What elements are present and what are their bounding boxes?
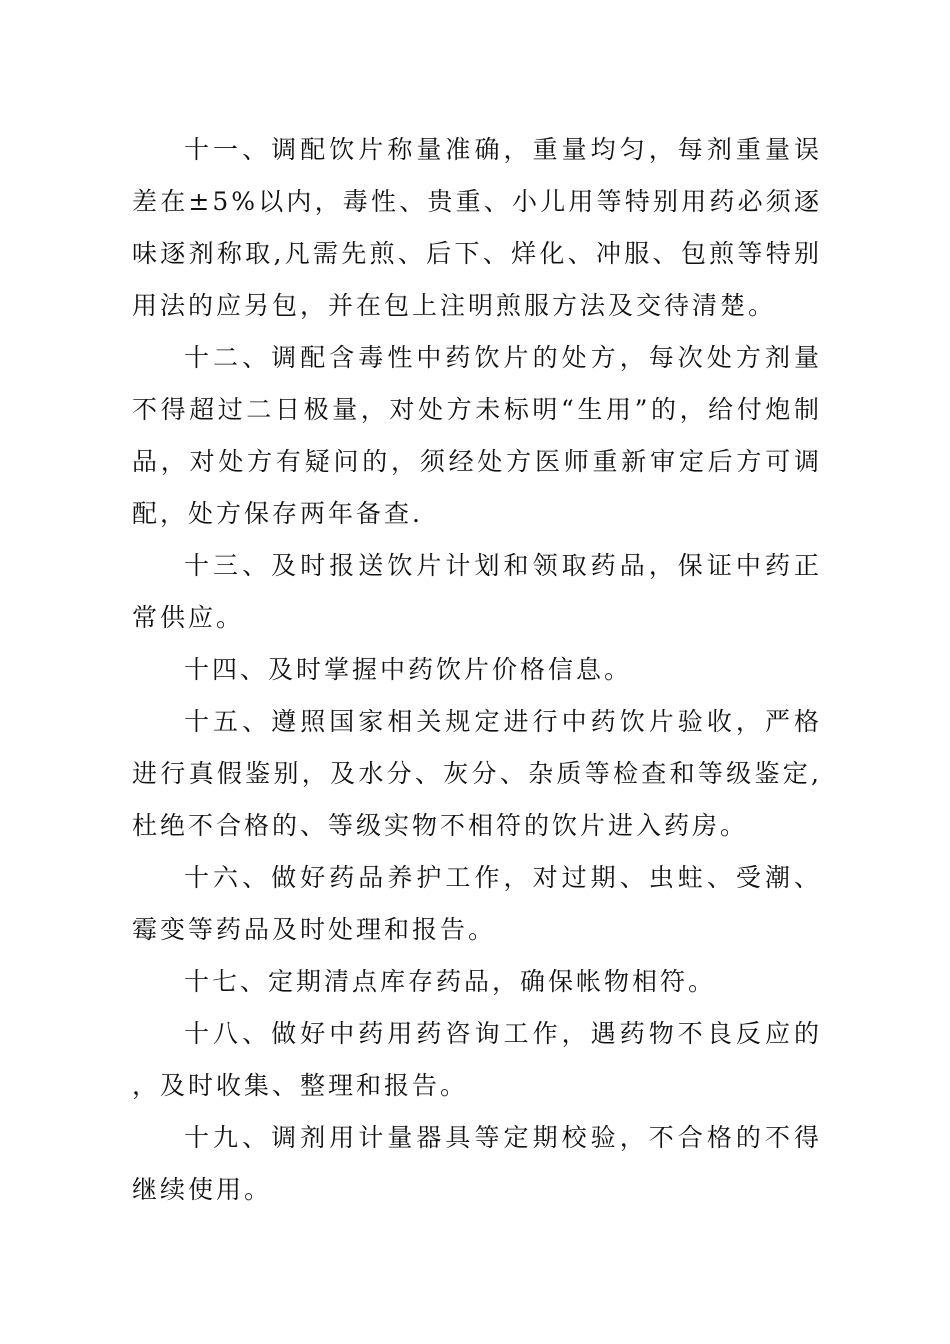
paragraph-item-13: 十三、及时报送饮片计划和领取药品，保证中药正常供应。	[132, 551, 822, 632]
paragraph-item-15: 十五、遵照国家相关规定进行中药饮片验收，严格进行真假鉴别，及水分、灰分、杂质等检查和等级鉴定,杜绝不合格的、等级实物不相符的饮片进入药房。	[132, 707, 822, 840]
paragraph-item-19: 十九、调剂用计量器具等定期校验，不合格的不得继续使用。	[132, 1123, 822, 1204]
paragraph-item-11: 十一、调配饮片称量准确，重量均匀，每剂重量误差在±5%以内，毒性、贵重、小儿用等特别用药必须逐味逐剂称取,凡需先煎、后下、烊化、冲服、包煎等特别用法的应另包，并在包上注明煎服方法及交待清楚。	[132, 135, 822, 320]
paragraph-item-14: 十四、及时掌握中药饮片价格信息。	[184, 655, 633, 684]
document-body	[132, 124, 822, 1216]
paragraph-item-12: 十二、调配含毒性中药饮片的处方，每次处方剂量不得超过二日极量，对处方未标明“生用”的，给付炮制品，对处方有疑问的，须经处方医师重新审定后方可调配，处方保存两年备查.	[132, 343, 822, 528]
paragraph-item-16: 十六、做好药品养护工作，对过期、虫蛀、受潮、霉变等药品及时处理和报告。	[132, 863, 822, 944]
paragraph-item-17: 十七、定期清点库存药品，确保帐物相符。	[184, 967, 717, 996]
paragraph-item-18: 十八、做好中药用药咨询工作，遇药物不良反应的，及时收集、整理和报告。	[132, 1019, 822, 1100]
